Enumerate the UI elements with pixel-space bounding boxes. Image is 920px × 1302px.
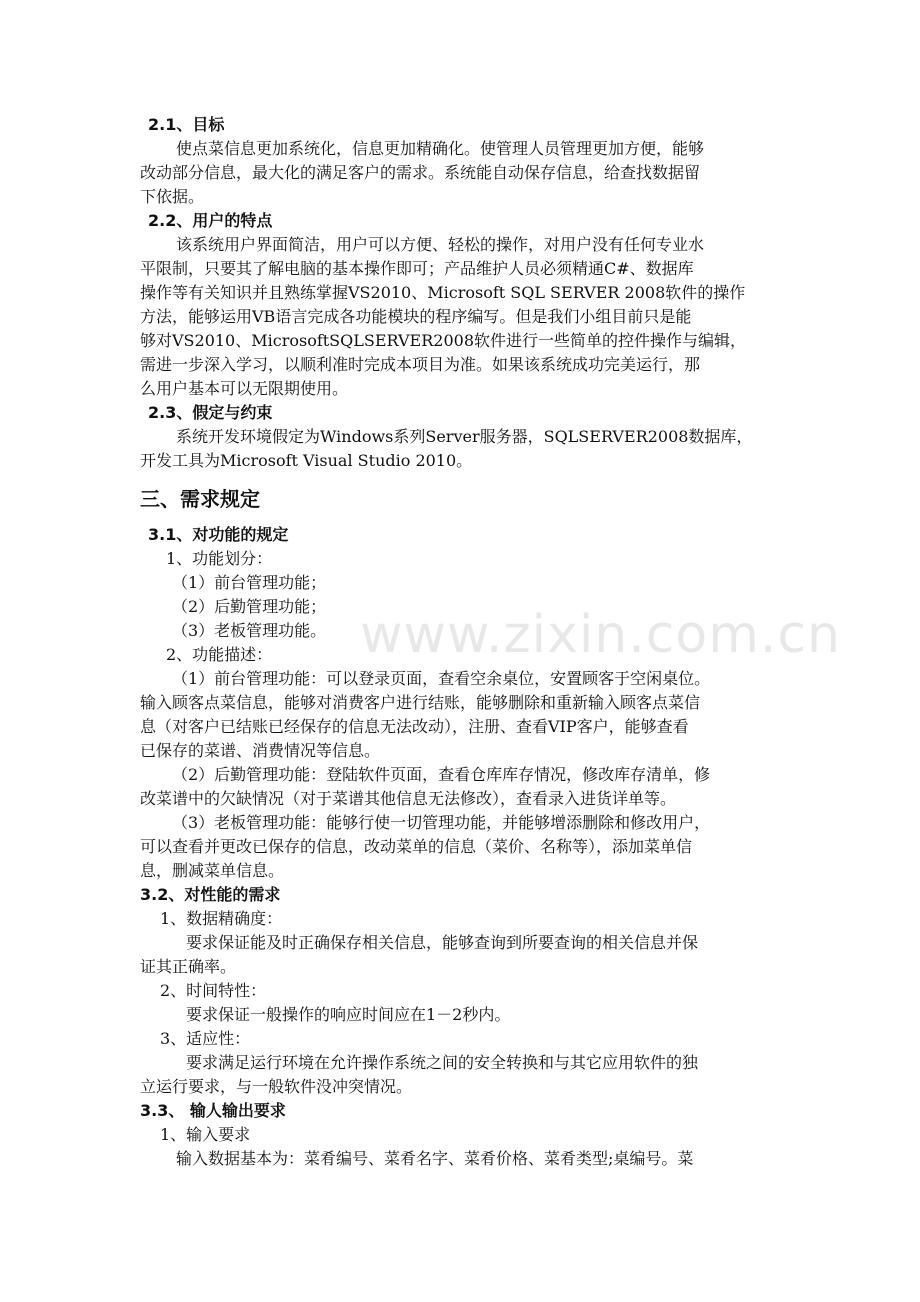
text-line: （3）老板管理功能：能够行使一切管理功能，并能够增添删除和修改用户， xyxy=(172,813,711,832)
list-item: （3）老板管理功能。 xyxy=(172,621,327,640)
text-line: 息，删减菜单信息。 xyxy=(140,861,285,880)
text-line: 可以查看并更改已保存的信息，改动菜单的信息（菜价、名称等），添加菜单信 xyxy=(140,837,693,856)
heading-3-3: 3.3、 输人输出要求 xyxy=(140,1101,286,1120)
text-line: 1、数据精确度： xyxy=(160,909,283,928)
text-line: （2）后勤管理功能：登陆软件页面，查看仓库库存情况，修改库存清单，修 xyxy=(172,765,711,784)
text-line: 平限制，只要其了解电脑的基本操作即可；产品维护人员必须精通C#、数据库 xyxy=(140,259,694,278)
text-line: 3、适应性： xyxy=(160,1029,251,1048)
text-line: 输入顾客点菜信息，能够对消费客户进行结账，能够删除和重新输入顾客点菜信 xyxy=(140,693,701,712)
text-line: 立运行要求，与一般软件没冲突情况。 xyxy=(140,1077,413,1096)
text-line: 2、时间特性： xyxy=(160,981,267,1000)
text-line: 要求保证一般操作的响应时间应在1－2秒内。 xyxy=(186,1005,511,1024)
text-line: 系统开发环境假定为Windows系列Server服务器，SQLSERVER2008数据库， xyxy=(176,427,753,446)
text-line: 改动部分信息，最大化的满足客户的需求。系统能自动保存信息，给查找数据留 xyxy=(140,163,701,182)
text-line: 要求保证能及时正确保存相关信息，能够查询到所要查询的相关信息并保 xyxy=(186,933,699,952)
text-line: 1、功能划分： xyxy=(166,549,273,568)
list-item: （2）后勤管理功能； xyxy=(172,597,327,616)
text-line: 改菜谱中的欠缺情况（对于菜谱其他信息无法修改），查看录入进货详单等。 xyxy=(140,789,677,808)
text-line: 该系统用户界面简洁，用户可以方便、轻松的操作，对用户没有任何专业水 xyxy=(176,235,705,254)
text-line: 需进一步深入学习，以顺利准时完成本项目为准。如果该系统成功完美运行，那 xyxy=(140,355,701,374)
text-line: 够对VS2010、MicrosoftSQLSERVER2008软件进行一些简单的控件操作与编辑， xyxy=(140,331,746,350)
text-line: 使点菜信息更加系统化，信息更加精确化。使管理人员管理更加方便，能够 xyxy=(176,139,705,158)
heading-3-2: 3.2、对性能的需求 xyxy=(140,885,281,904)
text-line: 已保存的菜谱、消费情况等信息。 xyxy=(140,741,381,760)
section-title-3: 三、需求规定 xyxy=(140,487,260,511)
text-line: 1、输入要求 xyxy=(160,1125,251,1144)
heading-2-1: 2.1、目标 xyxy=(148,115,225,134)
list-item: （1）前台管理功能； xyxy=(172,573,327,592)
watermark: www.zixin.com.cn xyxy=(360,605,841,665)
text-line: 操作等有关知识并且熟练掌握VS2010、Microsoft SQL SERVER 2008软件的操作 xyxy=(140,283,746,302)
heading-2-2: 2.2、用户的特点 xyxy=(148,211,273,230)
text-line: （1）前台管理功能：可以登录页面，查看空余桌位，安置顾客于空闲桌位。 xyxy=(172,669,711,688)
text-line: 证其正确率。 xyxy=(140,957,237,976)
text-line: 息（对客户已结账已经保存的信息无法改动），注册、查看VIP客户，能够查看 xyxy=(140,717,689,736)
text-line: 么用户基本可以无限期使用。 xyxy=(140,379,349,398)
text-line: 下依据。 xyxy=(140,187,205,206)
text-line: 方法，能够运用VB语言完成各功能模块的程序编写。但是我们小组目前只是能 xyxy=(140,307,692,326)
heading-2-3: 2.3、假定与约束 xyxy=(148,403,273,422)
text-line: 输入数据基本为：菜肴编号、菜肴名字、菜肴价格、菜肴类型;桌编号。菜 xyxy=(176,1149,694,1168)
text-line: 要求满足运行环境在允许操作系统之间的安全转换和与其它应用软件的独 xyxy=(186,1053,699,1072)
heading-3-1: 3.1、对功能的规定 xyxy=(148,525,289,544)
text-line: 2、功能描述： xyxy=(166,645,273,664)
text-line: 开发工具为Microsoft Visual Studio 2010。 xyxy=(140,451,473,470)
